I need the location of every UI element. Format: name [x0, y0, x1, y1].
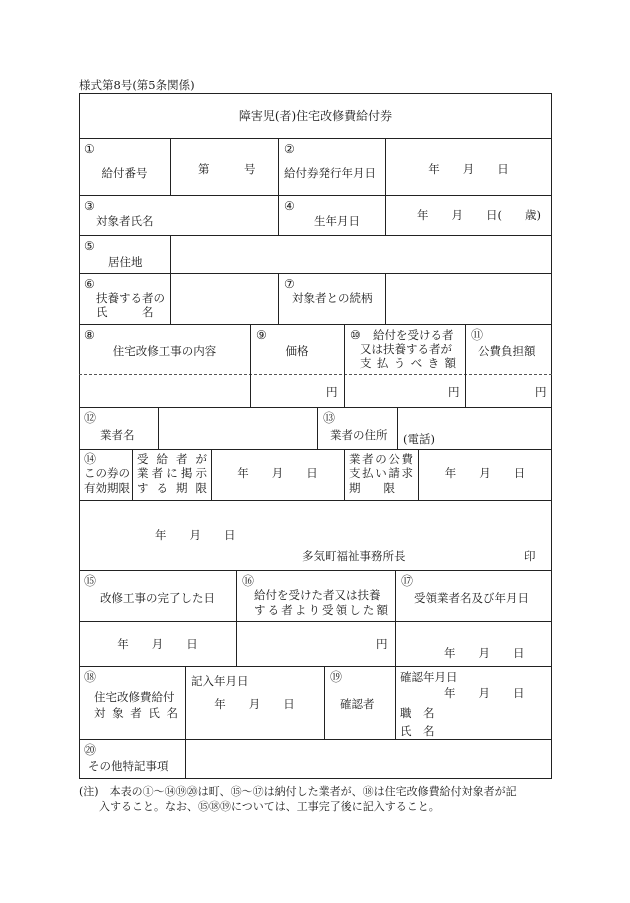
col-divider	[324, 666, 325, 739]
decision-date: 年 月 日	[155, 528, 236, 542]
item-number: ⑪	[471, 328, 484, 342]
row-divider	[79, 138, 552, 139]
payable-label-line3: 支払うべき額	[360, 356, 456, 370]
validity-label-line1: この券の	[84, 466, 130, 480]
received-label-line1: 給付を受けた者又は扶養	[254, 588, 381, 602]
form-title: 障害児(者)住宅改修費給付券	[238, 109, 393, 123]
issue-date-value: 年 月 日	[428, 162, 509, 176]
item-number: ⑱	[84, 670, 97, 684]
other-notes-label: その他特記事項	[88, 759, 169, 773]
item-number: ⑨	[256, 328, 267, 342]
footnote	[79, 784, 554, 814]
claim-label-line3: 期 限	[349, 481, 395, 495]
note-line2: 入すること。なお、⑮⑱⑲については、工事完了後に記入すること。	[99, 800, 440, 813]
col-divider	[278, 195, 279, 235]
form-label: 様式第8号(第5条関係)	[79, 78, 195, 92]
row-divider	[79, 739, 552, 740]
contractor-address-label: 業者の住所	[330, 428, 388, 442]
item-number: ⑲	[330, 670, 343, 684]
yen-label: 円	[326, 385, 338, 399]
col-divider	[395, 666, 396, 739]
go-label: 号	[244, 162, 256, 176]
col-divider	[344, 324, 345, 407]
item-number: ①	[84, 142, 95, 156]
item-number: ④	[284, 199, 295, 213]
name-label: 氏 名	[400, 724, 435, 738]
contractor-name-label: 業者名	[100, 428, 135, 442]
item-number: ⑦	[284, 277, 295, 291]
item-number: ⑫	[84, 411, 97, 425]
note-marker: (注)	[79, 785, 99, 798]
item-number: ⑭	[84, 452, 97, 466]
payable-label-line1: 給付を受ける者	[373, 328, 454, 342]
validity-label-line2: 有効期限	[84, 481, 130, 495]
grant-number-label: 給付番号	[101, 166, 148, 180]
posting-label-line2: 業者に掲示	[137, 466, 207, 480]
note-line1: 本表の①～⑭⑲⑳は町、⑮～⑰は納付した業者が、⑱は住宅改修費給付対象者が記	[109, 785, 517, 798]
residence-label: 居住地	[108, 255, 143, 269]
yen-label: 円	[535, 385, 547, 399]
position-label: 職 名	[400, 706, 435, 720]
birth-date-label: 生年月日	[314, 214, 360, 228]
col-divider	[395, 570, 396, 666]
item-number: ⑰	[401, 574, 414, 588]
confirmer-label: 確認者	[340, 697, 375, 711]
phone-label: (電話)	[403, 432, 435, 446]
row-divider	[79, 666, 552, 667]
supporter-label-line2: 氏 名	[96, 305, 154, 319]
item-number: ⑮	[84, 574, 97, 588]
office-name: 多気町福祉事務所長	[302, 549, 406, 563]
posting-label-line3: する期限	[137, 481, 207, 495]
beneficiary-label-line1: 住宅改修費給付	[94, 690, 175, 704]
col-divider	[250, 324, 251, 407]
item-number: ③	[84, 199, 95, 213]
col-divider	[132, 449, 133, 500]
receiver-date-value: 年 月 日	[444, 646, 525, 660]
claim-label-line1: 業者の公費	[349, 452, 413, 466]
col-divider	[278, 138, 279, 195]
col-divider	[236, 570, 237, 666]
payable-label-line2: 又は扶養する者が	[360, 342, 452, 356]
row-divider	[79, 195, 552, 196]
work-content-label: 住宅改修工事の内容	[112, 344, 217, 358]
col-divider	[344, 449, 345, 500]
item-number: ⑯	[242, 574, 255, 588]
row-divider	[79, 235, 552, 236]
claim-deadline-value: 年 月 日	[444, 466, 526, 480]
item-number: ⑬	[323, 411, 336, 425]
row-divider	[79, 324, 552, 325]
public-burden-label: 公費負担額	[478, 344, 536, 358]
row-divider	[79, 449, 552, 450]
col-divider	[170, 235, 171, 273]
target-name-label: 対象者氏名	[96, 214, 154, 228]
price-label: 価格	[285, 344, 309, 358]
item-number: ⑳	[84, 743, 97, 757]
col-divider	[465, 324, 466, 407]
yen-label: 円	[376, 637, 388, 651]
entry-date-label: 記入年月日	[191, 674, 249, 688]
relationship-label: 対象者との続柄	[292, 291, 373, 305]
issue-date-label: 給付券発行年月日	[284, 166, 376, 180]
row-divider	[79, 570, 552, 571]
posting-deadline-value: 年 月 日	[237, 466, 318, 480]
item-number: ⑤	[84, 239, 95, 253]
row-divider	[79, 273, 552, 274]
col-divider	[317, 407, 318, 449]
confirm-date-value: 年 月 日	[444, 686, 525, 700]
item-number: ⑥	[84, 277, 95, 291]
col-divider	[185, 666, 186, 779]
dashed-divider	[79, 374, 552, 375]
item-number: ⑧	[84, 328, 95, 342]
item-number: ⑩	[350, 328, 361, 342]
yen-label: 円	[448, 385, 460, 399]
entry-date-value: 年 月 日	[214, 697, 295, 711]
beneficiary-label-line2: 対象者氏名	[94, 706, 178, 720]
item-number: ②	[284, 142, 295, 156]
col-divider	[158, 407, 159, 449]
col-divider	[385, 195, 386, 235]
birth-date-value: 年 月 日( 歳)	[417, 208, 541, 222]
row-divider	[79, 621, 552, 622]
completion-date-value: 年 月 日	[117, 637, 198, 651]
claim-label-line2: 支払い請求	[349, 466, 413, 480]
received-label-line2: する者より受領した額	[254, 603, 388, 617]
receiver-date-label: 受領業者名及び年月日	[414, 591, 529, 605]
col-divider	[170, 138, 171, 195]
col-divider	[278, 273, 279, 324]
posting-label-line1: 受給者が	[137, 452, 207, 466]
dai-label: 第	[198, 162, 210, 176]
col-divider	[397, 407, 398, 449]
row-divider	[79, 500, 552, 501]
supporter-label-line1: 扶養する者の	[96, 291, 165, 305]
col-divider	[385, 273, 386, 324]
seal-mark: 印	[524, 549, 536, 563]
col-divider	[170, 273, 171, 324]
confirm-date-label: 確認年月日	[400, 670, 458, 684]
row-divider	[79, 407, 552, 408]
completion-date-label: 改修工事の完了した日	[100, 591, 215, 605]
